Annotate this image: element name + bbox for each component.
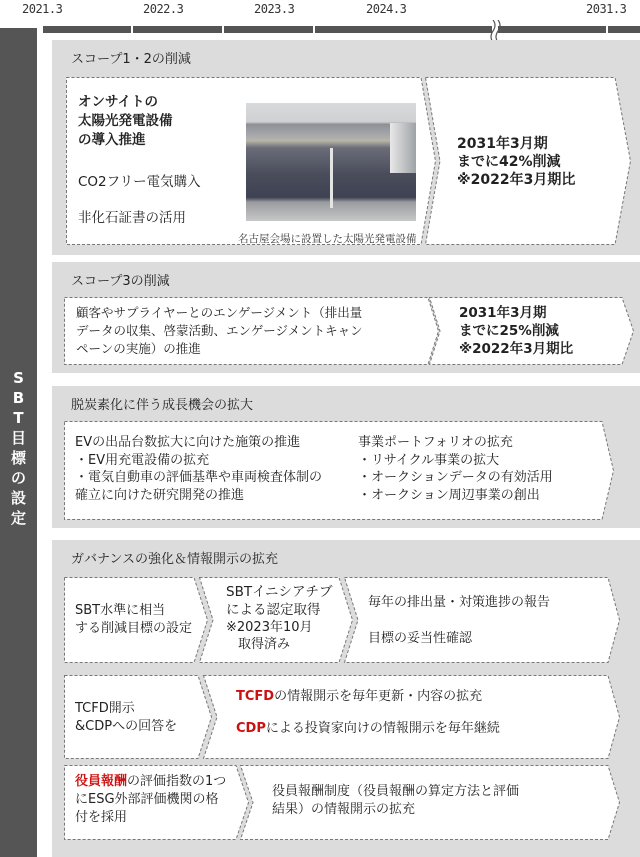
timeline-tick-2031: 2031.3 bbox=[586, 2, 627, 16]
photo-building bbox=[390, 123, 416, 173]
sbt-target-setting-text: SBT水準に相当 する削減目標の設定 bbox=[75, 603, 193, 636]
sidebar-char: 定 bbox=[10, 509, 26, 527]
chevron-annual-reporting bbox=[344, 577, 620, 663]
sidebar-char: 設 bbox=[10, 489, 26, 507]
chevron-scope3-engagement bbox=[64, 297, 439, 365]
chevron-shape bbox=[344, 577, 620, 663]
sidebar-char: 目 bbox=[10, 429, 26, 447]
sidebar-char: の bbox=[10, 469, 26, 487]
cdp-disclosure-text: CDPによる投資家向けの情報開示を毎年継続 bbox=[236, 721, 500, 736]
scope12-target-text: 2031年3月期 までに42%削減 ※2022年3月期比 bbox=[457, 136, 576, 188]
sidebar-char: 標 bbox=[10, 449, 26, 467]
chevron-sbt-target-setting bbox=[64, 577, 208, 663]
sidebar-char: B bbox=[12, 389, 25, 407]
co2-free-power-text: CO2フリー電気購入 bbox=[78, 174, 201, 190]
target-validity-text: 目標の妥当性確認 bbox=[368, 631, 473, 646]
tcfd-cdp-text: TCFD開示 &CDPへの回答を bbox=[75, 701, 178, 734]
panel-title: 脱炭素化に伴う成長機会の拡大 bbox=[71, 398, 254, 413]
chevron-compensation-disclosure bbox=[240, 765, 620, 840]
chevron-tcfd-cdp bbox=[64, 675, 212, 759]
compensation-disclosure-text: 役員報酬制度（役員報酬の算定方法と評価 結果）の情報開示の拡充 bbox=[272, 784, 520, 817]
panel-title: ガバナンスの強化＆情報開示の拡充 bbox=[71, 552, 278, 567]
photo-caption: 名古屋会場に設置した太陽光発電設備 bbox=[238, 233, 417, 245]
timeline-segment bbox=[224, 26, 313, 33]
timeline-segment bbox=[608, 26, 640, 33]
panel-scope12 bbox=[52, 40, 640, 255]
timeline-tick-2022: 2022.3 bbox=[143, 2, 184, 16]
scope3-target-text: 2031年3月期 までに25%削減 ※2022年3月期比 bbox=[459, 305, 574, 357]
panel-scope3 bbox=[52, 262, 640, 373]
scope3-engagement-text: 顧客やサプライヤーとのエンゲージメント（排出量 データの収集、啓蒙活動、エンゲージメントキャン ペーンの実施）の推進 bbox=[76, 305, 363, 356]
timeline-tick-2021: 2021.3 bbox=[22, 2, 63, 16]
chevron-scope3-target bbox=[429, 297, 634, 365]
sbt-certification-note: ※2023年10月 取得済み bbox=[226, 620, 313, 652]
timeline-segment bbox=[133, 26, 222, 33]
photo-panel-divider bbox=[330, 148, 333, 208]
solar-panel-photo bbox=[246, 103, 416, 221]
panel-governance bbox=[52, 540, 640, 857]
panel-title: スコープ3の削減 bbox=[71, 274, 170, 289]
business-portfolio-text: 事業ポートフォリオの拡充 ・リサイクル事業の拡大 ・オークションデータの有効活用 ・オークション周辺事業の創出 bbox=[358, 435, 553, 503]
timeline-tick-2023: 2023.3 bbox=[254, 2, 295, 16]
tcfd-disclosure-text: TCFDの情報開示を毎年更新・内容の拡充 bbox=[236, 689, 483, 704]
timeline-segment bbox=[43, 26, 131, 33]
chevron-executive-compensation bbox=[64, 765, 249, 840]
non-fossil-cert-text: 非化石証書の活用 bbox=[78, 210, 186, 226]
annual-emissions-report-text: 毎年の排出量・対策進捗の報告 bbox=[368, 595, 551, 610]
timeline-break-icon bbox=[489, 20, 503, 42]
sbt-certification-text: SBTイニシアチブ による認定取得 bbox=[226, 584, 333, 618]
timeline-segment bbox=[315, 26, 606, 33]
chevron-scope12-target bbox=[425, 77, 631, 245]
sidebar-sbt-target bbox=[0, 28, 37, 857]
panel-title: スコープ1・2の削減 bbox=[71, 52, 191, 67]
sidebar-char: T bbox=[13, 409, 24, 427]
chevron-scope12-initiatives bbox=[66, 77, 436, 245]
chevron-disclosure bbox=[203, 675, 620, 759]
timeline-tick-2024: 2024.3 bbox=[366, 2, 407, 16]
panel-growth-opportunities bbox=[52, 386, 640, 528]
chevron-sbt-certification bbox=[199, 577, 353, 663]
sidebar-char: S bbox=[13, 369, 24, 387]
chevron-growth bbox=[64, 421, 614, 520]
executive-compensation-text: 役員報酬の評価指数の1つ にESG外部評価機関の格 付を採用 bbox=[75, 774, 227, 825]
onsite-solar-text: オンサイトの 太陽光発電設備 の導入推進 bbox=[78, 94, 173, 148]
ev-initiatives-text: EVの出品台数拡大に向けた施策の推進 ・EV用充電設備の拡充 ・電気自動車の評価基準や車両検査体制の 確立に向けた研究開発の推進 bbox=[75, 435, 323, 503]
sidebar-title bbox=[0, 368, 37, 528]
